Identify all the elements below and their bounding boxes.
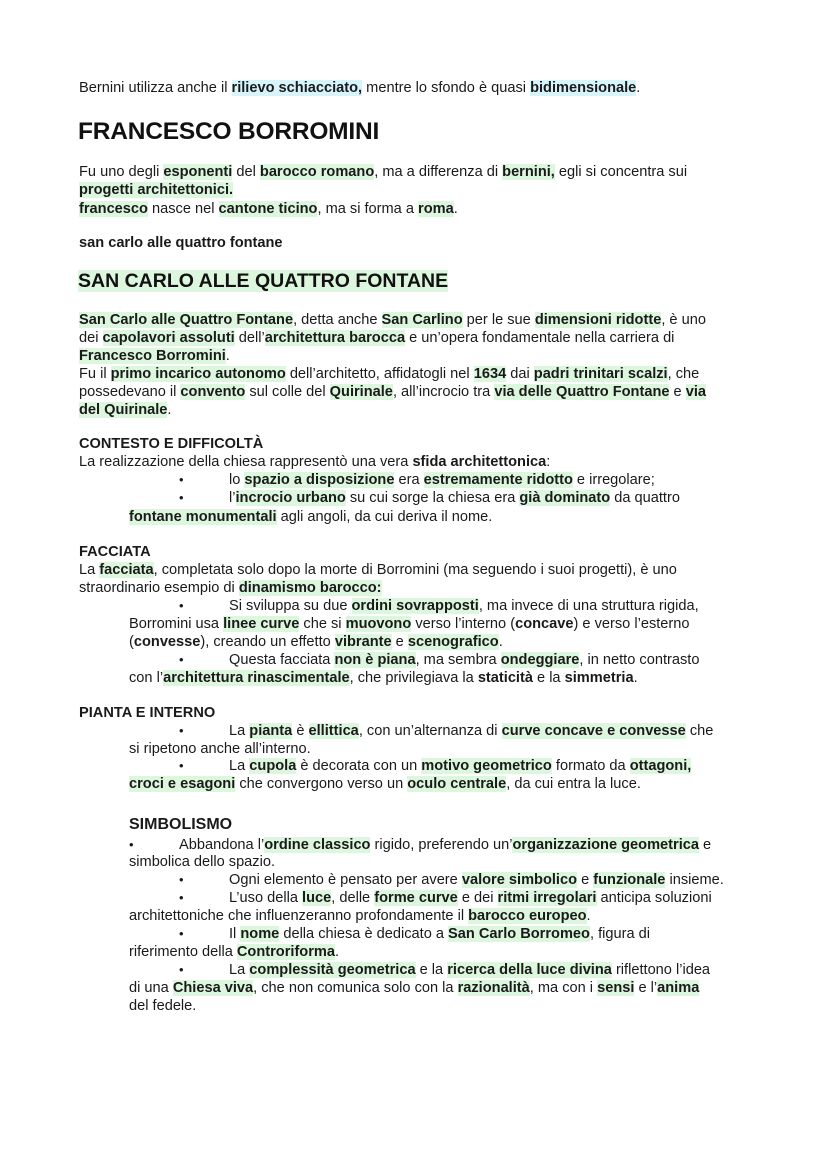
text-run: di una xyxy=(129,980,173,996)
text-run: sfida architettonica xyxy=(412,454,547,470)
text-run: croci e esagoni xyxy=(129,776,236,792)
bullet-text xyxy=(229,722,713,740)
text-run: , delle xyxy=(331,890,375,906)
paragraph-line xyxy=(79,347,230,365)
text-run: . xyxy=(335,944,340,960)
bullet-text xyxy=(229,961,710,979)
text-run: anticipa soluzioni xyxy=(596,890,712,906)
text-run: , che privilegiava la xyxy=(349,670,478,686)
text-run: che convergono verso un xyxy=(235,776,408,792)
text-run: era xyxy=(394,472,424,488)
text-run: , figura di xyxy=(589,926,650,942)
text-run: San Carlo alle Quattro Fontane xyxy=(79,312,294,328)
text-run: Abbandona l’ xyxy=(179,837,265,853)
bullet-text xyxy=(229,925,650,943)
text-run: del fedele. xyxy=(129,998,197,1014)
text-run: da quattro xyxy=(610,490,680,506)
text-run: vibrante xyxy=(334,634,392,650)
text-run: del xyxy=(232,164,260,180)
text-run: funzionale xyxy=(593,872,666,888)
text-run: e xyxy=(391,634,408,650)
text-run: mentre lo sfondo è quasi xyxy=(362,80,531,96)
bullet-text xyxy=(229,651,699,669)
text-run: e la xyxy=(415,962,448,978)
text-run: barocco romano xyxy=(259,164,375,180)
text-run: simbolica dello spazio. xyxy=(129,854,276,870)
heading-contesto xyxy=(79,435,263,453)
text-run: ordine classico xyxy=(264,837,371,853)
paragraph-line xyxy=(79,561,677,579)
bullet: • xyxy=(179,926,184,941)
bullet-text xyxy=(129,669,638,687)
text-run: La xyxy=(229,758,250,774)
text-run: ondeggiare xyxy=(500,652,580,668)
heading-san-carlo xyxy=(78,268,448,294)
text-run: bernini, xyxy=(502,164,555,180)
text-run: CONTESTO E DIFFICOLTÀ xyxy=(79,436,264,452)
paragraph-line xyxy=(79,200,458,218)
text-run: . xyxy=(636,80,641,96)
text-run: organizzazione geometrica xyxy=(512,837,699,853)
text-run: Borromini usa xyxy=(129,616,224,632)
bullet-text xyxy=(129,775,641,793)
text-run: scenografico xyxy=(407,634,499,650)
text-run: . xyxy=(498,634,503,650)
text-run: formato da xyxy=(551,758,630,774)
bullet-text xyxy=(229,871,724,889)
text-run: e xyxy=(669,384,686,400)
text-run: convesse xyxy=(133,634,201,650)
text-run: Ogni elemento è pensato per avere xyxy=(229,872,462,888)
bullet-text xyxy=(229,597,699,615)
bullet-text xyxy=(229,489,680,507)
text-run: oculo centrale xyxy=(407,776,507,792)
text-run: verso l’interno ( xyxy=(411,616,516,632)
text-run: ordini sovrapposti xyxy=(351,598,479,614)
bullet-text xyxy=(129,907,591,925)
text-run: dei xyxy=(79,330,103,346)
text-run: facciata xyxy=(99,562,154,578)
text-run: sensi xyxy=(597,980,635,996)
heading-simbolismo xyxy=(129,816,232,834)
text-run: Fu il xyxy=(79,366,111,382)
text-run: nasce nel xyxy=(147,201,219,217)
text-run: Si sviluppa su due xyxy=(229,598,352,614)
text-run: dai xyxy=(506,366,534,382)
text-run: barocco europeo xyxy=(468,908,587,924)
text-run: dell’ xyxy=(234,330,265,346)
text-run: . xyxy=(586,908,591,924)
text-run: luce xyxy=(302,890,332,906)
text-run: incrocio urbano xyxy=(235,490,346,506)
heading-pianta xyxy=(79,704,215,722)
text-run: convento xyxy=(180,384,246,400)
bullet-text xyxy=(129,979,699,997)
bullet: • xyxy=(179,472,184,487)
paragraph-line xyxy=(79,311,706,329)
text-run: La xyxy=(229,723,250,739)
text-run: padri trinitari scalzi xyxy=(533,366,668,382)
text-run: Questa facciata xyxy=(229,652,335,668)
text-run: estremamente ridotto xyxy=(423,472,573,488)
bullet: • xyxy=(179,652,184,667)
text-run: spazio a disposizione xyxy=(244,472,395,488)
text-run: SAN CARLO ALLE QUATTRO FONTANE xyxy=(78,270,449,292)
paragraph-line xyxy=(79,453,550,471)
text-run: dell’architetto, affidatogli nel xyxy=(285,366,474,382)
text-run: e irregolare; xyxy=(572,472,655,488)
text-run: La xyxy=(79,562,100,578)
text-run: fontane monumentali xyxy=(129,509,277,525)
text-run: anima xyxy=(657,980,700,996)
subheading-san-carlo xyxy=(79,234,283,252)
text-run: , ma si forma a xyxy=(317,201,419,217)
text-run: , completata solo dopo la morte di Borromini (ma seguendo i suoi progetti), è uno xyxy=(153,562,677,578)
text-run: linee curve xyxy=(223,616,300,632)
paragraph-line xyxy=(79,383,706,401)
bullet: • xyxy=(179,758,184,773)
text-run: già dominato xyxy=(519,490,611,506)
bullet-text xyxy=(129,508,492,526)
heading-facciata xyxy=(79,543,151,561)
text-run: Chiesa viva xyxy=(172,980,254,996)
text-run: non è piana xyxy=(334,652,416,668)
bullet-text xyxy=(129,633,503,651)
text-run: , ma invece di una struttura rigida, xyxy=(478,598,699,614)
paragraph-line xyxy=(79,579,382,597)
text-run: muovono xyxy=(345,616,412,632)
text-run: ottagoni, xyxy=(629,758,692,774)
text-run: roma xyxy=(418,201,454,217)
text-run: e la xyxy=(532,670,565,686)
text-run: , ma con i xyxy=(529,980,598,996)
text-run: complessità geometrica xyxy=(249,962,416,978)
text-run: e l’ xyxy=(634,980,658,996)
text-run: riferimento della xyxy=(129,944,237,960)
bullet-text xyxy=(179,836,711,854)
text-run: esponenti xyxy=(163,164,233,180)
text-run: , è uno xyxy=(661,312,706,328)
text-run: L’uso della xyxy=(229,890,303,906)
text-run: cantone ticino xyxy=(218,201,318,217)
text-run: e xyxy=(699,837,712,853)
text-run: è decorata con un xyxy=(296,758,422,774)
text-run: egli si concentra sui xyxy=(554,164,688,180)
text-run: si ripetono anche all’interno. xyxy=(129,741,311,757)
bullet-text xyxy=(229,471,655,489)
text-run: e dei xyxy=(457,890,498,906)
text-run: rigido, preferendo un’ xyxy=(370,837,513,853)
bullet: • xyxy=(179,872,184,887)
text-run: è xyxy=(292,723,309,739)
text-run: via delle Quattro Fontane xyxy=(494,384,670,400)
text-run: bidimensionale xyxy=(530,80,637,96)
bullet-text xyxy=(229,889,712,907)
text-run: ) e verso l’esterno xyxy=(573,616,690,632)
bullet: • xyxy=(179,598,184,613)
paragraph-line xyxy=(79,329,674,347)
text-run: , che non comunica solo con la xyxy=(253,980,458,996)
text-run: SIMBOLISMO xyxy=(129,816,233,833)
bullet: • xyxy=(129,837,134,852)
bullet-text xyxy=(229,757,691,775)
bullet-text xyxy=(129,997,196,1015)
text-run: . xyxy=(225,348,230,364)
text-run: . xyxy=(453,201,458,217)
text-run: Fu uno degli xyxy=(79,164,164,180)
text-run: ricerca della luce divina xyxy=(447,962,612,978)
bullet-text xyxy=(129,740,311,758)
text-run: capolavori assoluti xyxy=(102,330,235,346)
text-run: . xyxy=(633,670,638,686)
text-run: che xyxy=(685,723,714,739)
text-run: , in netto contrasto xyxy=(579,652,700,668)
text-run: valore simbolico xyxy=(461,872,578,888)
text-run: agli angoli, da cui deriva il nome. xyxy=(276,509,493,525)
text-run: 1634 xyxy=(473,366,507,382)
text-run: rilievo schiacciato, xyxy=(231,80,363,96)
text-run: sul colle del xyxy=(245,384,330,400)
bullet: • xyxy=(179,962,184,977)
text-run: motivo geometrico xyxy=(421,758,552,774)
text-run: ( xyxy=(129,634,134,650)
text-run: e un’opera fondamentale nella carriera di xyxy=(405,330,675,346)
text-run: che si xyxy=(299,616,346,632)
bullet-text xyxy=(129,943,339,961)
text-run: La realizzazione della chiesa rappresentò una vera xyxy=(79,454,413,470)
bullet: • xyxy=(179,490,184,505)
text-run: , ma a differenza di xyxy=(374,164,503,180)
text-run: per le sue xyxy=(462,312,535,328)
bullet-text xyxy=(129,615,690,633)
text-run: riflettono l’idea xyxy=(611,962,711,978)
text-run: san carlo alle quattro fontane xyxy=(79,235,283,251)
text-run: cupola xyxy=(249,758,297,774)
paragraph-line xyxy=(79,163,687,181)
text-run: possedevano il xyxy=(79,384,181,400)
text-run: e xyxy=(577,872,594,888)
text-run: nome xyxy=(240,926,280,942)
text-run: progetti architettonici. xyxy=(79,182,234,198)
text-run: Bernini utilizza anche il xyxy=(79,80,232,96)
bullet: • xyxy=(179,723,184,738)
text-run: Il xyxy=(229,926,241,942)
bullet: • xyxy=(179,890,184,905)
paragraph-line xyxy=(79,365,699,383)
text-run: ), creando un effetto xyxy=(200,634,335,650)
text-run: : xyxy=(546,454,551,470)
text-run: ellittica xyxy=(308,723,359,739)
text-run: francesco xyxy=(79,201,148,217)
text-run: , ma sembra xyxy=(415,652,501,668)
paragraph-line xyxy=(79,181,233,199)
text-run: San Carlino xyxy=(381,312,463,328)
text-run: straordinario esempio di xyxy=(79,580,239,596)
text-run: architettura rinascimentale xyxy=(163,670,350,686)
text-run: dinamismo barocco: xyxy=(238,580,382,596)
text-run: architettoniche che influenzeranno profondamente il xyxy=(129,908,469,924)
bullet-text xyxy=(129,853,275,871)
text-run: , detta anche xyxy=(293,312,382,328)
text-run: via xyxy=(685,384,707,400)
paragraph-line xyxy=(79,401,171,419)
text-run: FACCIATA xyxy=(79,544,151,560)
text-run: lo xyxy=(229,472,245,488)
text-run: della chiesa è dedicato a xyxy=(279,926,449,942)
text-run: dimensioni ridotte xyxy=(534,312,662,328)
text-run: del Quirinale xyxy=(79,402,168,418)
text-run: insieme. xyxy=(665,872,724,888)
text-run: , che xyxy=(667,366,700,382)
text-run: FRANCESCO BORROMINI xyxy=(78,118,380,145)
text-run: l’ xyxy=(229,490,236,506)
text-run: , da cui entra la luce. xyxy=(506,776,641,792)
text-run: Quirinale xyxy=(329,384,393,400)
text-run: Francesco Borromini xyxy=(79,348,226,364)
text-run: ritmi irregolari xyxy=(497,890,597,906)
text-run: staticità xyxy=(477,670,533,686)
text-run: architettura barocca xyxy=(264,330,406,346)
intro-line xyxy=(79,79,640,97)
text-run: San Carlo Borromeo xyxy=(448,926,590,942)
text-run: simmetria xyxy=(564,670,634,686)
text-run: curve concave e convesse xyxy=(501,723,686,739)
text-run: . xyxy=(167,402,172,418)
text-run: su cui sorge la chiesa era xyxy=(345,490,520,506)
text-run: PIANTA E INTERNO xyxy=(79,705,216,721)
text-run: primo incarico autonomo xyxy=(110,366,286,382)
text-run: pianta xyxy=(249,723,293,739)
text-run: razionalità xyxy=(457,980,530,996)
text-run: , all’incrocio tra xyxy=(392,384,495,400)
text-run: Controriforma xyxy=(236,944,335,960)
text-run: forme curve xyxy=(374,890,458,906)
text-run: , con un’alternanza di xyxy=(358,723,502,739)
text-run: La xyxy=(229,962,250,978)
text-run: con l’ xyxy=(129,670,164,686)
text-run: concave xyxy=(515,616,574,632)
heading-francesco-borromini xyxy=(78,117,379,147)
